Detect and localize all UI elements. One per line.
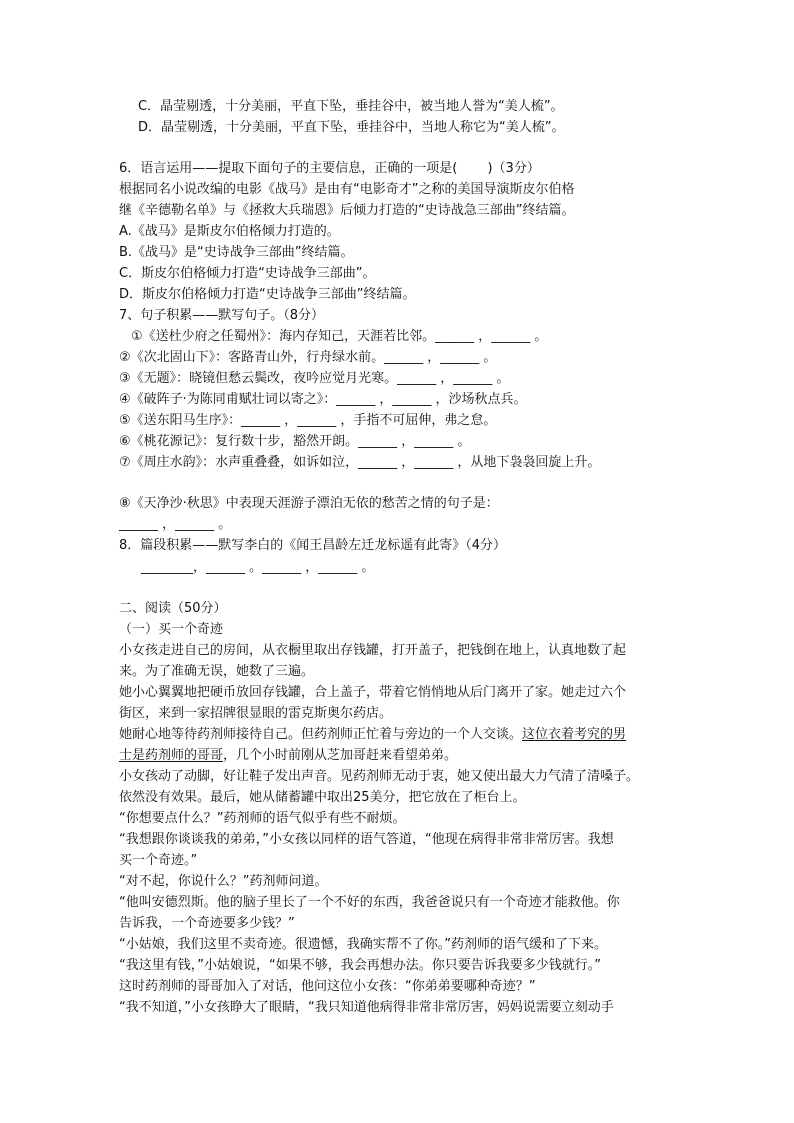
option-c-prev: C．晶莹剔透，十分美丽，平直下坠，垂挂谷中，被当地人誉为“美人梳”。 bbox=[138, 99, 564, 114]
paragraph-line: “你想要点什么？”药剂师的语气似乎有些不耐烦。 bbox=[119, 811, 406, 826]
paragraph-line: 她小心翼翼地把硬币放回存钱罐，合上盖子，带着它悄悄地从后门离开了家。她走过六个 bbox=[119, 685, 627, 700]
q7-item-5: ⑤《送东阳马生序》：______ ，______ ，手指不可屈伸，弗之怠。 bbox=[119, 413, 497, 428]
q7-item-6: ⑥《桃花源记》：复行数十步，豁然开朗。______ ，______ 。 bbox=[119, 434, 471, 449]
paragraph-line: 依然没有效果。最后，她从储蓄罐中取出25美分，把它放在了柜台上。 bbox=[119, 790, 526, 805]
underlined-text: 士是药剂师的哥哥 bbox=[119, 748, 224, 763]
q7-item-3: ③《无题》：晓镜但愁云鬓改，夜吟应觉月光寒。______ ，______ 。 bbox=[119, 371, 510, 386]
q7-item-8-blanks: ______ ，______ 。 bbox=[119, 517, 232, 532]
paragraph-line bbox=[119, 725, 626, 745]
paragraph-line: 来。为了准确无误，她数了三遍。 bbox=[119, 664, 315, 679]
q6-option-b: B.《战马》是“史诗战争三部曲”终结篇。 bbox=[119, 245, 354, 260]
q8-stem: 8．篇段积累——默写李白的《闻王昌龄左迁龙标遥有此寄》（4分） bbox=[119, 538, 507, 553]
q6-option-d: D．斯皮尔伯格倾力打造“史诗战争三部曲”终结篇。 bbox=[119, 287, 416, 302]
paragraph-text: ，几个小时前刚从芝加哥赶来看望弟弟。 bbox=[223, 748, 458, 763]
q7-item-4: ④《破阵子·为陈同甫赋壮词以寄之》：______ ，______ ，沙场秋点兵。 bbox=[119, 392, 527, 407]
paragraph-line: 告诉我，一个奇迹要多少钱？” bbox=[119, 916, 295, 931]
q6-text-2: 继《辛德勒名单》与《拯救大兵瑞恩》后倾力打造的“史诗战急三部曲”终结篇。 bbox=[119, 203, 575, 218]
paragraph-line: “小姑娘，我们这里不卖奇迹。很遗憾，我确实帮不了你。”药剂师的语气缓和了下来。 bbox=[119, 937, 607, 952]
paragraph-line: “他叫安德烈斯。他的脑子里长了一个不好的东西，我爸爸说只有一个奇迹才能救他。你 bbox=[119, 895, 620, 910]
paragraph-line: “我不知道，”小女孩睁大了眼睛，“我只知道他病得非常非常厉害，妈妈说需要立刻动手 bbox=[119, 1000, 614, 1015]
q6-option-c: C．斯皮尔伯格倾力打造“史诗战争三部曲”。 bbox=[119, 266, 376, 281]
reading-section-title: 二、阅读（50分） bbox=[119, 601, 227, 616]
q6-stem: 6．语言运用——提取下面句子的主要信息，正确的一项是( )（3分） bbox=[119, 161, 540, 176]
paragraph-line: 街区，来到一家招牌很显眼的雷克斯奥尔药店。 bbox=[119, 706, 393, 721]
q6-text-1: 根据同名小说改编的电影《战马》是由有“电影奇才”之称的美国导演斯皮尔伯格 bbox=[119, 182, 575, 197]
q7-stem: 7、句子积累——默写句子。（8分） bbox=[119, 308, 325, 323]
paragraph-text: 她耐心地等待药剂师接待自己。但药剂师正忙着与旁边的一个人交谈。 bbox=[119, 727, 523, 742]
paragraph-line: 这时药剂师的哥哥加入了对话，他问这位小女孩：“你弟弟要哪种奇迹？” bbox=[119, 979, 536, 994]
paragraph-line: 买一个奇迹。” bbox=[119, 853, 198, 868]
q6-option-a: A.《战马》是斯皮尔伯格倾力打造的。 bbox=[119, 224, 340, 239]
paragraph-line: “我想跟你谈谈我的弟弟，”小女孩以同样的语气答道，“他现在病得非常非常厉害。我想 bbox=[119, 832, 614, 847]
q7-item-7: ⑦《周庄水韵》：水声重叠叠，如诉如泣，______ ，______ ，从地下袅袅回旋上升。 bbox=[119, 455, 601, 470]
paragraph-line: 小女孩动了动脚，好让鞋子发出声音。见药剂师无动于衷，她又使出最大力气清了清嗓子。 bbox=[119, 769, 640, 784]
paragraph-line bbox=[119, 746, 457, 766]
paragraph-line: “对不起，你说什么？”药剂师问道。 bbox=[119, 874, 328, 889]
q7-item-1: ①《送杜少府之任蜀州》：海内存知己，天涯若比邻。______ ，______ 。 bbox=[131, 329, 548, 344]
reading-subsection-title: （一）买一个奇迹 bbox=[119, 622, 224, 637]
q7-item-2: ②《次北固山下》：客路青山外，行舟绿水前。______ ，______ 。 bbox=[119, 350, 497, 365]
underlined-text: 这位衣着考究的男 bbox=[522, 727, 627, 742]
q8-blanks: ________，______ 。______ ，______ 。 bbox=[141, 560, 375, 575]
q7-item-8: ⑧《天净沙·秋思》中表现天涯游子漂泊无依的愁苦之情的句子是： bbox=[119, 496, 499, 511]
option-d-prev: D．晶莹剔透，十分美丽，平直下坠，垂挂谷中，当地人称它为“美人梳”。 bbox=[138, 120, 565, 135]
paragraph-line: “我这里有钱，”小姑娘说，“如果不够，我会再想办法。你只要告诉我要多少钱就行。” bbox=[119, 958, 601, 973]
paragraph-line: 小女孩走进自己的房间，从衣橱里取出存钱罐，打开盖子，把钱倒在地上，认真地数了起 bbox=[119, 643, 627, 658]
